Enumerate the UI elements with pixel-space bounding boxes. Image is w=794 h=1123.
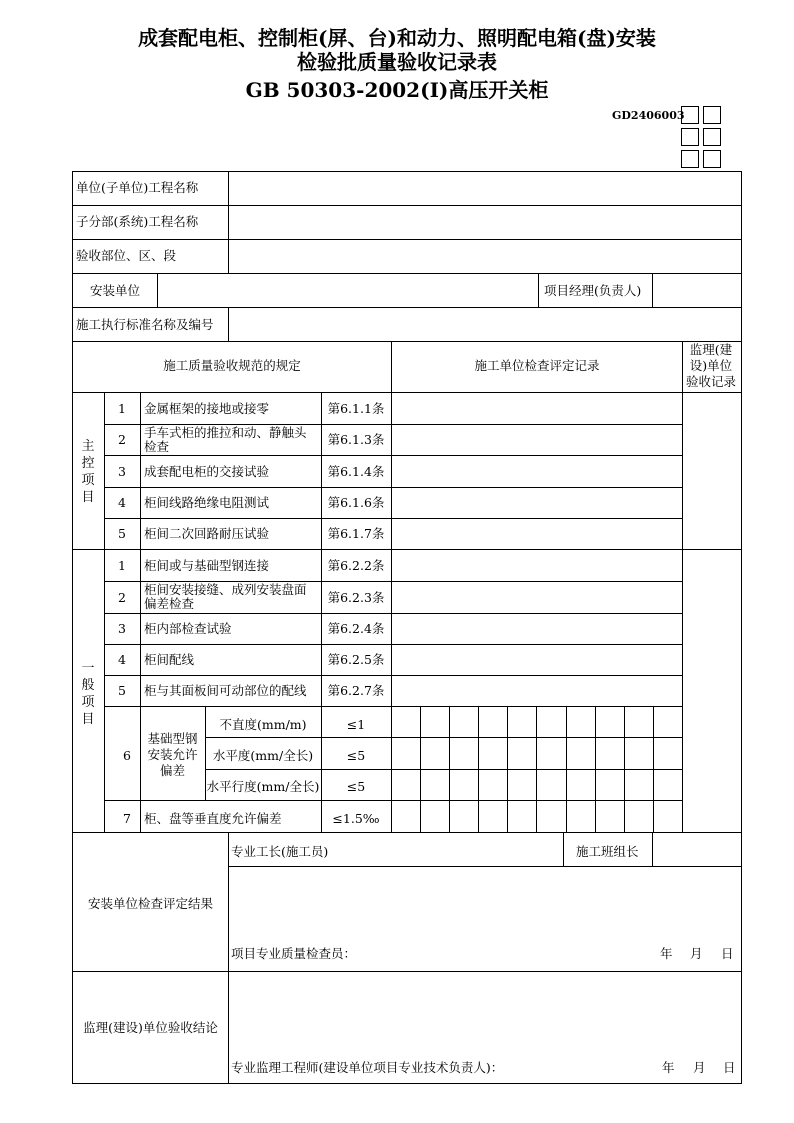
tolerance-limit: ≤5: [346, 779, 366, 794]
inspection-part-label: 验收部位、区、段: [76, 248, 177, 263]
inspector-label: 项目专业质量检查员：: [231, 946, 357, 961]
foundation-steel-label-line: 基础型钢: [147, 731, 198, 746]
main-control-item-no: 4: [118, 495, 126, 510]
general-item-clause: 第6.2.7条: [327, 683, 385, 698]
main-control-item-no: 5: [118, 526, 126, 541]
section-label-char: 目: [81, 712, 95, 727]
grid-line: [478, 706, 479, 833]
grid-line: [653, 706, 654, 833]
foundation-steel-label-line: 偏差: [159, 763, 185, 778]
main-control-item-clause: 第6.1.3条: [327, 432, 385, 447]
foreman-label: 专业工长(施工员): [231, 844, 329, 859]
grid-line: [104, 706, 683, 707]
general-item-no: 7: [123, 811, 131, 826]
grid-line: [72, 205, 742, 206]
grid-line: [624, 706, 625, 833]
supervision-result-label: 监理(建设)单位验收结论: [83, 1020, 218, 1035]
code-box[interactable]: [703, 150, 721, 168]
team-leader-label: 施工班组长: [576, 844, 639, 859]
grid-line: [228, 832, 229, 1084]
general-item-clause: 第6.2.5条: [327, 652, 385, 667]
general-item-clause: 第6.2.4条: [327, 621, 385, 636]
section-label-char: 项: [81, 473, 95, 488]
main-control-item-name: 金属框架的接地或接零: [144, 400, 270, 416]
main-control-item-name: 柜间二次回路耐压试验: [144, 526, 270, 541]
section-label-char: 控: [81, 456, 95, 471]
grid-line: [72, 341, 742, 342]
sub-project-label: 子分部(系统)工程名称: [76, 214, 199, 229]
grid-line: [72, 307, 742, 308]
general-item-no: 5: [118, 683, 126, 698]
month-label: 月: [690, 946, 703, 961]
main-control-item-clause: 第6.1.1条: [327, 400, 385, 416]
grid-line: [420, 706, 421, 833]
project-manager-label: 项目经理(负责人): [544, 283, 642, 298]
spec-header: 施工质量验收规范的规定: [163, 358, 301, 373]
day-label: 日: [721, 946, 734, 961]
grid-line: [595, 706, 596, 833]
section-label-char: 般: [81, 678, 95, 693]
tolerance-name: 水平度(mm/全长): [212, 748, 314, 763]
year-label: 年: [660, 946, 673, 961]
code-box[interactable]: [703, 106, 721, 124]
general-item-name: 柜内部检查试验: [144, 621, 232, 636]
grid-line: [652, 832, 653, 867]
grid-line: [391, 341, 392, 833]
section-label-char: 项: [81, 695, 95, 710]
grid-line: [72, 392, 742, 393]
engineer-label: 专业监理工程师(建设单位项目专业技术负责人)：: [231, 1060, 504, 1075]
main-control-item-no: 1: [118, 400, 126, 416]
day-label: 日: [723, 1060, 736, 1075]
code-box[interactable]: [681, 128, 699, 146]
grid-line: [205, 737, 683, 738]
grid-line: [104, 487, 683, 488]
general-item-clause: 第6.2.2条: [327, 557, 385, 573]
grid-line: [104, 392, 105, 833]
general-item-no: 3: [118, 621, 126, 636]
grid-line: [682, 341, 683, 833]
grid-line: [104, 455, 683, 456]
grid-line: [72, 1083, 742, 1084]
main-control-item-no: 3: [118, 463, 126, 479]
main-control-item-name: 成套配电柜的交接试验: [144, 463, 270, 479]
install-unit-label: 安装单位: [90, 283, 141, 298]
general-item-no: 1: [118, 557, 126, 573]
project-name-label: 单位(子单位)工程名称: [76, 180, 199, 195]
grid-line: [72, 239, 742, 240]
general-item-no: 6: [123, 748, 131, 763]
grid-line: [228, 307, 229, 342]
form-title-line2: 检验批质量验收记录表: [297, 50, 497, 74]
grid-line: [536, 706, 537, 833]
code-box[interactable]: [703, 128, 721, 146]
month-label: 月: [693, 1060, 706, 1075]
general-item-name: 柜与其面板间可动部位的配线: [144, 683, 307, 698]
main-control-item-clause: 第6.1.6条: [327, 495, 385, 510]
general-item-name: 柜间或与基础型钢连接: [144, 557, 270, 573]
main-control-item-clause: 第6.1.4条: [327, 463, 385, 479]
grid-line: [566, 706, 567, 833]
general-item-name: 柜间安装接缝、成列安装盘面: [144, 582, 307, 597]
vertical-tolerance-name: 柜、盘等垂直度允许偏差: [144, 811, 282, 826]
form-title-line3: GB 50303-2002(Ⅰ)高压开关柜: [245, 78, 549, 102]
grid-line: [228, 866, 742, 867]
supervision-header-2: 设)单位: [689, 358, 733, 373]
form-code: GD2406003: [612, 109, 685, 122]
grid-line: [652, 273, 653, 308]
supervision-header-3: 验收记录: [685, 374, 736, 389]
general-item-no: 2: [118, 589, 126, 605]
grid-line: [205, 769, 683, 770]
standard-label: 施工执行标准名称及编号: [76, 317, 214, 332]
grid-line: [72, 832, 742, 833]
tolerance-name: 水平行度(mm/全长): [206, 779, 320, 794]
main-control-item-name: 检查: [144, 438, 170, 454]
code-box[interactable]: [681, 150, 699, 168]
grid-line: [538, 273, 539, 308]
supervision-header-1: 监理(建: [689, 342, 733, 357]
main-control-item-name: 手车式柜的推拉和动、静触头: [144, 424, 307, 440]
grid-line: [449, 706, 450, 833]
vertical-tolerance-limit: ≤1.5‰: [332, 811, 380, 826]
tolerance-limit: ≤1: [346, 717, 366, 732]
foundation-steel-label-line: 安装允许: [147, 747, 198, 762]
grid-line: [157, 273, 158, 308]
grid-line: [104, 518, 683, 519]
year-label: 年: [662, 1060, 675, 1075]
grid-line: [72, 549, 742, 550]
general-item-name: 偏差检查: [144, 596, 195, 611]
grid-line: [228, 171, 229, 274]
tolerance-name: 不直度(mm/m): [219, 717, 307, 732]
main-control-item-clause: 第6.1.7条: [327, 526, 385, 541]
grid-line: [104, 613, 683, 614]
grid-line: [72, 273, 742, 274]
main-control-item-no: 2: [118, 432, 126, 447]
main-control-item-name: 柜间线路绝缘电阻测试: [144, 495, 270, 510]
section-label-char: 一: [81, 661, 95, 676]
code-box[interactable]: [681, 106, 699, 124]
general-item-clause: 第6.2.3条: [327, 589, 385, 605]
general-item-no: 4: [118, 652, 126, 667]
section-label-char: 目: [81, 490, 95, 505]
check-record-header: 施工单位检查评定记录: [474, 358, 600, 373]
tolerance-limit: ≤5: [346, 748, 366, 763]
grid-line: [104, 675, 683, 676]
general-item-name: 柜间配线: [144, 652, 195, 667]
grid-line: [507, 706, 508, 833]
form-title-line1: 成套配电柜、控制柜(屏、台)和动力、照明配电箱(盘)安装: [138, 26, 656, 50]
grid-line: [72, 971, 742, 972]
grid-line: [563, 832, 564, 867]
grid-line: [72, 171, 742, 172]
grid-line: [104, 800, 683, 801]
install-result-label: 安装单位检查评定结果: [87, 896, 213, 911]
section-label-char: 主: [81, 439, 95, 454]
grid-line: [104, 644, 683, 645]
